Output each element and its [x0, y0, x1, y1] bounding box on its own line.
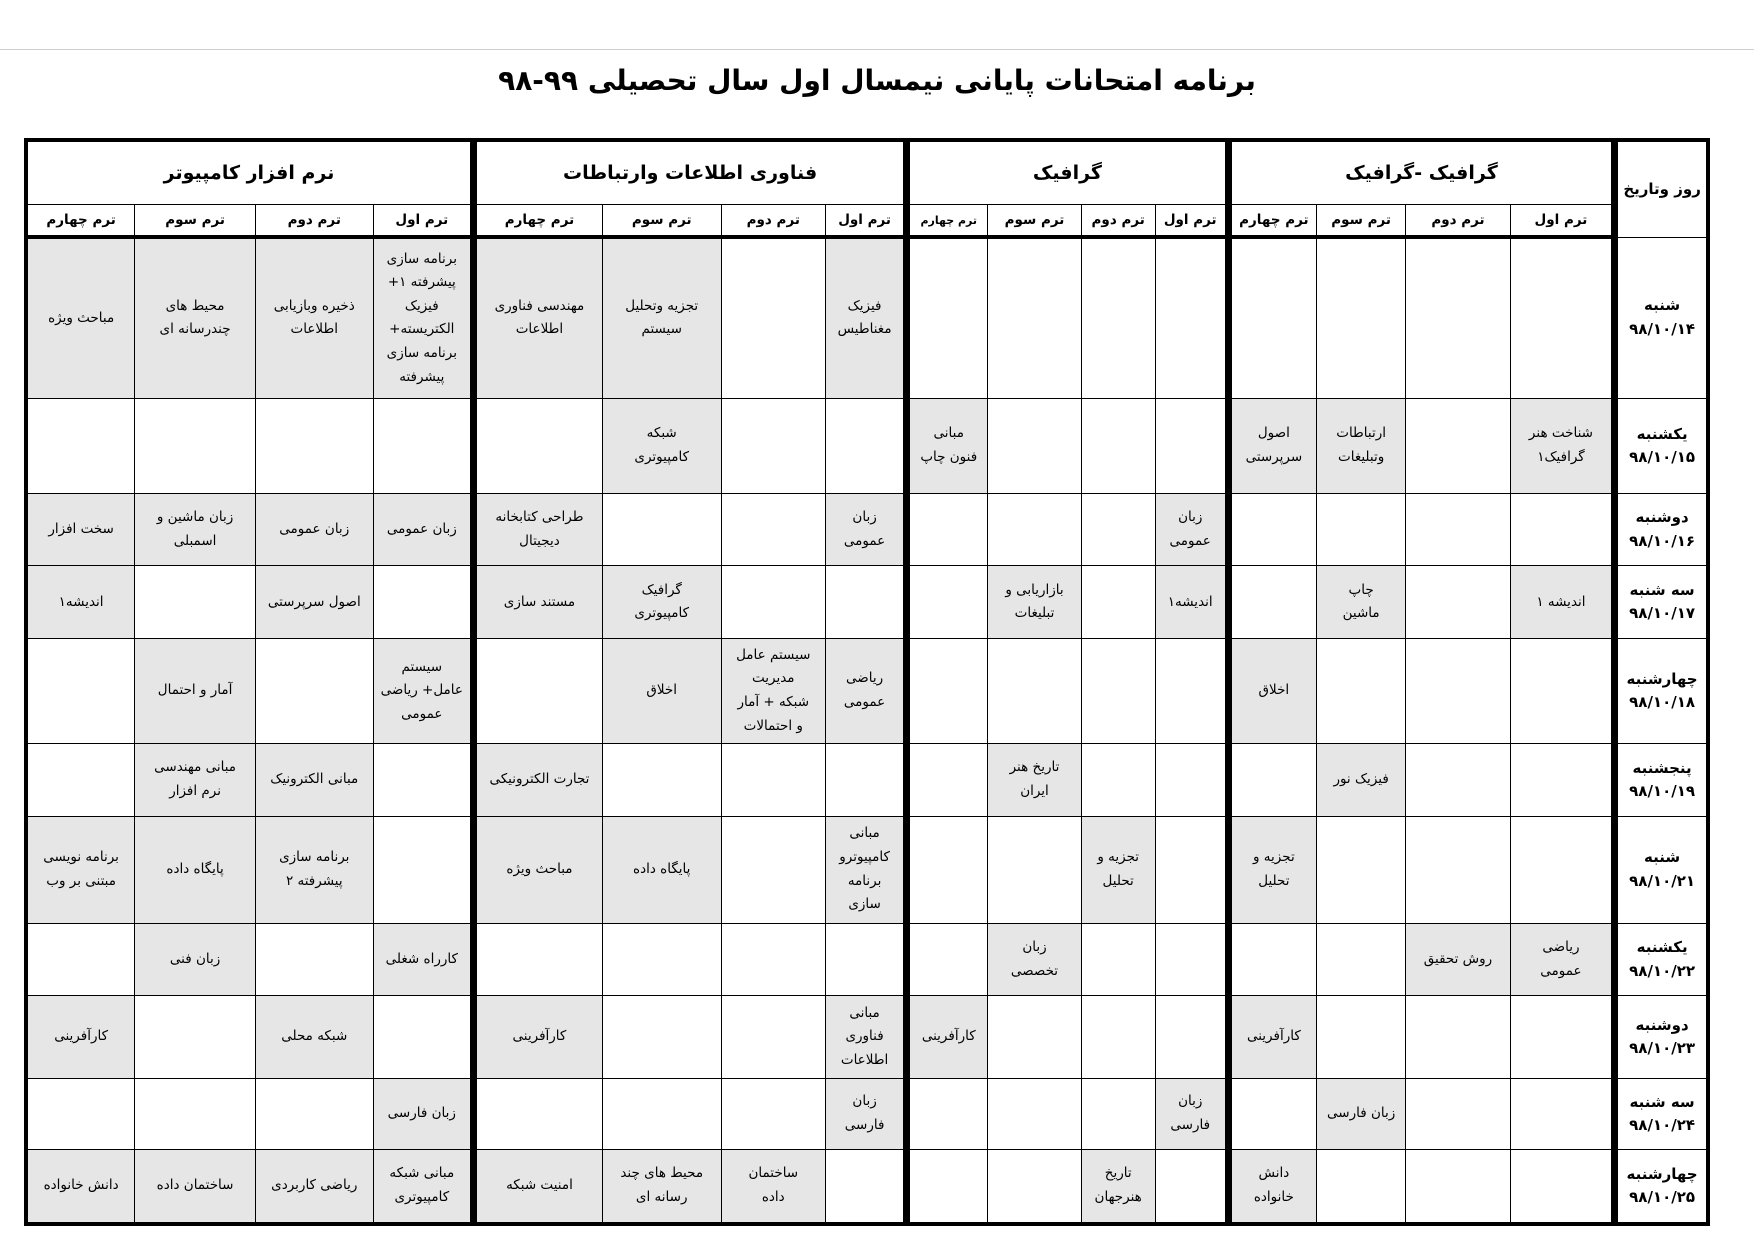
exam-cell — [26, 744, 135, 817]
exam-cell — [1510, 493, 1614, 566]
exam-cell — [988, 996, 1081, 1079]
exam-cell: پایگاه داده — [602, 816, 721, 923]
exam-cell — [255, 1079, 373, 1150]
exam-cell: اندیشه ۱ — [1510, 566, 1614, 639]
exam-cell — [1081, 566, 1155, 639]
exam-cell — [1228, 923, 1316, 996]
exam-cell: مبانی مهندسی نرم افزار — [135, 744, 256, 817]
exam-cell — [1510, 237, 1614, 398]
exam-cell — [1155, 744, 1228, 817]
exam-cell — [1228, 493, 1316, 566]
exam-cell — [1510, 996, 1614, 1079]
exam-cell: زبان تخصصی — [988, 923, 1081, 996]
exam-cell — [1081, 237, 1155, 398]
exam-cell — [255, 923, 373, 996]
exam-cell — [26, 398, 135, 493]
exam-cell — [602, 1079, 721, 1150]
exam-cell: زبان فارسی — [1155, 1079, 1228, 1150]
exam-cell: مبانی الکترونیک — [255, 744, 373, 817]
exam-cell — [988, 237, 1081, 398]
exam-cell — [1406, 398, 1510, 493]
exam-cell — [474, 398, 603, 493]
exam-cell: ریاضی عمومی — [1510, 923, 1614, 996]
day-date-cell: یکشنبه ۹۸/۱۰/۲۲ — [1615, 923, 1708, 996]
exam-cell: زبان فارسی — [826, 1079, 907, 1150]
exam-cell: کارآفرینی — [907, 996, 988, 1079]
page-title: برنامه امتحانات پایانی نیمسال اول سال تحصیلی ۹۹-۹۸ — [498, 64, 1256, 97]
exam-cell — [1510, 816, 1614, 923]
exam-cell: بازاریابی و تبلیغات — [988, 566, 1081, 639]
exam-cell — [907, 566, 988, 639]
exam-cell: اخلاق — [602, 639, 721, 744]
exam-cell: مباحث ویژه — [474, 816, 603, 923]
exam-cell — [907, 493, 988, 566]
exam-cell — [1406, 996, 1510, 1079]
exam-cell: پایگاه داده — [135, 816, 256, 923]
exam-cell — [26, 1079, 135, 1150]
exam-cell: دانش خانواده — [1228, 1149, 1316, 1224]
exam-cell: زبان ماشین و اسمبلی — [135, 493, 256, 566]
exam-cell: تجزیه وتحلیل سیستم — [602, 237, 721, 398]
exam-cell: روش تحقیق — [1406, 923, 1510, 996]
exam-cell — [1155, 237, 1228, 398]
exam-cell: کارآفرینی — [1228, 996, 1316, 1079]
exam-cell — [1406, 816, 1510, 923]
exam-cell — [826, 744, 907, 817]
exam-cell — [907, 1079, 988, 1150]
exam-cell — [373, 566, 473, 639]
exam-cell: اندیشه۱ — [1155, 566, 1228, 639]
department-header: فناوری اطلاعات وارتباطات — [474, 140, 907, 205]
exam-cell: برنامه نویسی مبتنی بر وب — [26, 816, 135, 923]
exam-cell — [1081, 744, 1155, 817]
exam-cell — [826, 1149, 907, 1224]
term-header: ترم اول — [1510, 205, 1614, 238]
exam-cell — [1081, 923, 1155, 996]
exam-cell: شبکه محلی — [255, 996, 373, 1079]
exam-cell: تاریخ هنر ایران — [988, 744, 1081, 817]
exam-cell — [721, 816, 825, 923]
exam-cell — [1510, 1149, 1614, 1224]
exam-cell — [1317, 493, 1406, 566]
exam-cell — [602, 923, 721, 996]
exam-cell — [1228, 566, 1316, 639]
exam-cell — [1510, 744, 1614, 817]
day-date-cell: چهارشنبه ۹۸/۱۰/۱۸ — [1615, 639, 1708, 744]
exam-cell: محیط های چندرسانه ای — [135, 237, 256, 398]
term-header: ترم سوم — [988, 205, 1081, 238]
term-header: ترم دوم — [721, 205, 825, 238]
exam-schedule-table — [24, 138, 1710, 1226]
exam-cell: کارراه شغلی — [373, 923, 473, 996]
exam-cell — [474, 639, 603, 744]
exam-cell: برنامه سازی پیشرفته ۲ — [255, 816, 373, 923]
exam-cell — [826, 566, 907, 639]
exam-cell: ساختمان داده — [135, 1149, 256, 1224]
exam-cell — [1406, 566, 1510, 639]
exam-cell — [1406, 744, 1510, 817]
exam-cell — [1317, 923, 1406, 996]
exam-cell: کارآفرینی — [26, 996, 135, 1079]
table-row — [26, 493, 1708, 566]
exam-cell — [721, 923, 825, 996]
exam-cell — [988, 398, 1081, 493]
exam-cell — [474, 923, 603, 996]
exam-cell — [1406, 1079, 1510, 1150]
exam-cell — [826, 398, 907, 493]
exam-cell — [721, 566, 825, 639]
exam-cell: ساختمان داده — [721, 1149, 825, 1224]
exam-cell: زبان عمومی — [826, 493, 907, 566]
day-date-cell: شنبه ۹۸/۱۰/۲۱ — [1615, 816, 1708, 923]
exam-cell: تجزیه و تحلیل — [1081, 816, 1155, 923]
exam-cell: اصول سرپرستی — [255, 566, 373, 639]
exam-cell: ریاضی کاربردی — [255, 1149, 373, 1224]
exam-cell: زبان فارسی — [1317, 1079, 1406, 1150]
exam-cell — [373, 996, 473, 1079]
exam-cell — [907, 923, 988, 996]
exam-cell: سخت افزار — [26, 493, 135, 566]
day-date-cell: یکشنبه ۹۸/۱۰/۱۵ — [1615, 398, 1708, 493]
exam-cell — [721, 237, 825, 398]
exam-cell — [1228, 237, 1316, 398]
department-header: نرم افزار کامپیوتر — [26, 140, 474, 205]
exam-cell: شبکه کامپیوتری — [602, 398, 721, 493]
exam-cell: زبان عمومی — [255, 493, 373, 566]
exam-cell — [135, 1079, 256, 1150]
term-header: ترم سوم — [602, 205, 721, 238]
exam-cell — [988, 493, 1081, 566]
exam-cell: مبانی فنون چاپ — [907, 398, 988, 493]
table-row — [26, 923, 1708, 996]
exam-cell — [1155, 639, 1228, 744]
exam-cell — [907, 1149, 988, 1224]
exam-cell: زبان عمومی — [1155, 493, 1228, 566]
exam-cell — [135, 996, 256, 1079]
exam-cell — [907, 744, 988, 817]
exam-cell — [907, 639, 988, 744]
top-divider — [0, 49, 1754, 50]
exam-cell — [1317, 639, 1406, 744]
exam-cell: فیزیک نور — [1317, 744, 1406, 817]
table-row — [26, 1079, 1708, 1150]
department-header: گرافیک -گرافیک — [1228, 140, 1614, 205]
exam-cell: چاپ ماشین — [1317, 566, 1406, 639]
exam-cell — [721, 744, 825, 817]
exam-cell: زبان عمومی — [373, 493, 473, 566]
term-header: ترم اول — [373, 205, 473, 238]
exam-cell — [1155, 1149, 1228, 1224]
exam-cell: اصول سرپرستی — [1228, 398, 1316, 493]
exam-cell — [1081, 996, 1155, 1079]
exam-cell: امنیت شبکه — [474, 1149, 603, 1224]
term-header: ترم چهارم — [907, 205, 988, 238]
term-header-row — [26, 205, 1708, 238]
day-date-cell: شنبه ۹۸/۱۰/۱۴ — [1615, 237, 1708, 398]
exam-cell — [474, 1079, 603, 1150]
exam-cell — [988, 639, 1081, 744]
exam-cell — [1155, 923, 1228, 996]
table-row — [26, 996, 1708, 1079]
term-header: ترم چهارم — [474, 205, 603, 238]
exam-cell — [602, 744, 721, 817]
exam-cell: ریاضی عمومی — [826, 639, 907, 744]
exam-cell — [1406, 237, 1510, 398]
exam-cell — [255, 398, 373, 493]
exam-cell — [26, 639, 135, 744]
exam-cell: مستند سازی — [474, 566, 603, 639]
exam-cell: زبان فارسی — [373, 1079, 473, 1150]
schedule-body — [26, 237, 1708, 1224]
exam-cell: زبان فنی — [135, 923, 256, 996]
day-date-cell: چهارشنبه ۹۸/۱۰/۲۵ — [1615, 1149, 1708, 1224]
table-row — [26, 398, 1708, 493]
day-date-cell: دوشنبه ۹۸/۱۰/۱۶ — [1615, 493, 1708, 566]
exam-cell — [1317, 237, 1406, 398]
exam-cell: فیزیک مغناطیس — [826, 237, 907, 398]
exam-cell — [26, 923, 135, 996]
day-date-header: روز وتاریخ — [1615, 140, 1708, 237]
exam-cell: آمار و احتمال — [135, 639, 256, 744]
exam-cell — [1155, 996, 1228, 1079]
term-header: ترم اول — [1155, 205, 1228, 238]
exam-cell — [373, 816, 473, 923]
exam-cell — [907, 237, 988, 398]
table-row — [26, 566, 1708, 639]
exam-cell — [1228, 1079, 1316, 1150]
exam-cell — [135, 398, 256, 493]
exam-cell: مبانی فناوری اطلاعات — [826, 996, 907, 1079]
exam-cell — [135, 566, 256, 639]
day-date-cell: سه شنبه ۹۸/۱۰/۱۷ — [1615, 566, 1708, 639]
exam-cell: مباحث ویژه — [26, 237, 135, 398]
term-header: ترم سوم — [1317, 205, 1406, 238]
exam-cell: ارتباطات وتبلیغات — [1317, 398, 1406, 493]
exam-cell — [1510, 639, 1614, 744]
table-row — [26, 1149, 1708, 1224]
day-date-cell: سه شنبه ۹۸/۱۰/۲۴ — [1615, 1079, 1708, 1150]
exam-cell — [1317, 1149, 1406, 1224]
exam-cell: مبانی کامپیوترو برنامه سازی — [826, 816, 907, 923]
exam-cell: شناخت هنر گرافیک۱ — [1510, 398, 1614, 493]
exam-cell — [1155, 816, 1228, 923]
exam-cell — [1081, 639, 1155, 744]
exam-cell — [1228, 744, 1316, 817]
table-row — [26, 639, 1708, 744]
exam-cell — [1317, 996, 1406, 1079]
table-row — [26, 816, 1708, 923]
term-header: ترم دوم — [1406, 205, 1510, 238]
day-date-cell: پنجشنبه ۹۸/۱۰/۱۹ — [1615, 744, 1708, 817]
exam-cell — [721, 1079, 825, 1150]
exam-cell — [1081, 398, 1155, 493]
exam-cell — [1081, 493, 1155, 566]
term-header: ترم چهارم — [26, 205, 135, 238]
term-header: ترم اول — [826, 205, 907, 238]
exam-cell — [1155, 398, 1228, 493]
exam-cell: گرافیک کامپیوتری — [602, 566, 721, 639]
exam-cell: تاریخ هنرجهان — [1081, 1149, 1155, 1224]
exam-cell: تجارت الکترونیکی — [474, 744, 603, 817]
department-header: گرافیک — [907, 140, 1229, 205]
exam-cell: محیط های چند رسانه ای — [602, 1149, 721, 1224]
term-header: ترم دوم — [255, 205, 373, 238]
exam-cell — [1510, 1079, 1614, 1150]
exam-cell — [1406, 493, 1510, 566]
exam-cell — [988, 816, 1081, 923]
exam-cell — [602, 996, 721, 1079]
exam-cell — [721, 493, 825, 566]
exam-cell: ذخیره وبازیابی اطلاعات — [255, 237, 373, 398]
exam-cell: اندیشه۱ — [26, 566, 135, 639]
exam-cell: برنامه سازی پیشرفته ۱+ فیزیک الکتریسته+ برنامه سازی پیشرفته — [373, 237, 473, 398]
exam-cell — [1081, 1079, 1155, 1150]
exam-cell: اخلاق — [1228, 639, 1316, 744]
exam-cell: دانش خانواده — [26, 1149, 135, 1224]
exam-cell — [373, 744, 473, 817]
exam-cell — [988, 1149, 1081, 1224]
day-date-cell: دوشنبه ۹۸/۱۰/۲۳ — [1615, 996, 1708, 1079]
exam-cell: سیستم عامل مدیریت شبکه + آمار و احتمالات — [721, 639, 825, 744]
exam-cell: مهندسی فناوری اطلاعات — [474, 237, 603, 398]
exam-cell — [602, 493, 721, 566]
exam-cell — [1317, 816, 1406, 923]
term-header: ترم دوم — [1081, 205, 1155, 238]
exam-cell — [721, 996, 825, 1079]
exam-cell — [255, 639, 373, 744]
exam-cell — [373, 398, 473, 493]
exam-cell — [1406, 639, 1510, 744]
department-header-row — [26, 140, 1708, 205]
exam-cell — [907, 816, 988, 923]
table-row — [26, 237, 1708, 398]
table-row — [26, 744, 1708, 817]
exam-cell — [988, 1079, 1081, 1150]
exam-cell: تجزیه و تحلیل — [1228, 816, 1316, 923]
exam-cell — [826, 923, 907, 996]
term-header: ترم سوم — [135, 205, 256, 238]
exam-cell: طراحی کتابخانه دیجیتال — [474, 493, 603, 566]
exam-cell: سیستم عامل+ ریاضی عمومی — [373, 639, 473, 744]
exam-cell — [721, 398, 825, 493]
exam-cell — [1406, 1149, 1510, 1224]
exam-cell: کارآفرینی — [474, 996, 603, 1079]
exam-cell: مبانی شبکه کامپیوتری — [373, 1149, 473, 1224]
term-header: ترم چهارم — [1228, 205, 1316, 238]
